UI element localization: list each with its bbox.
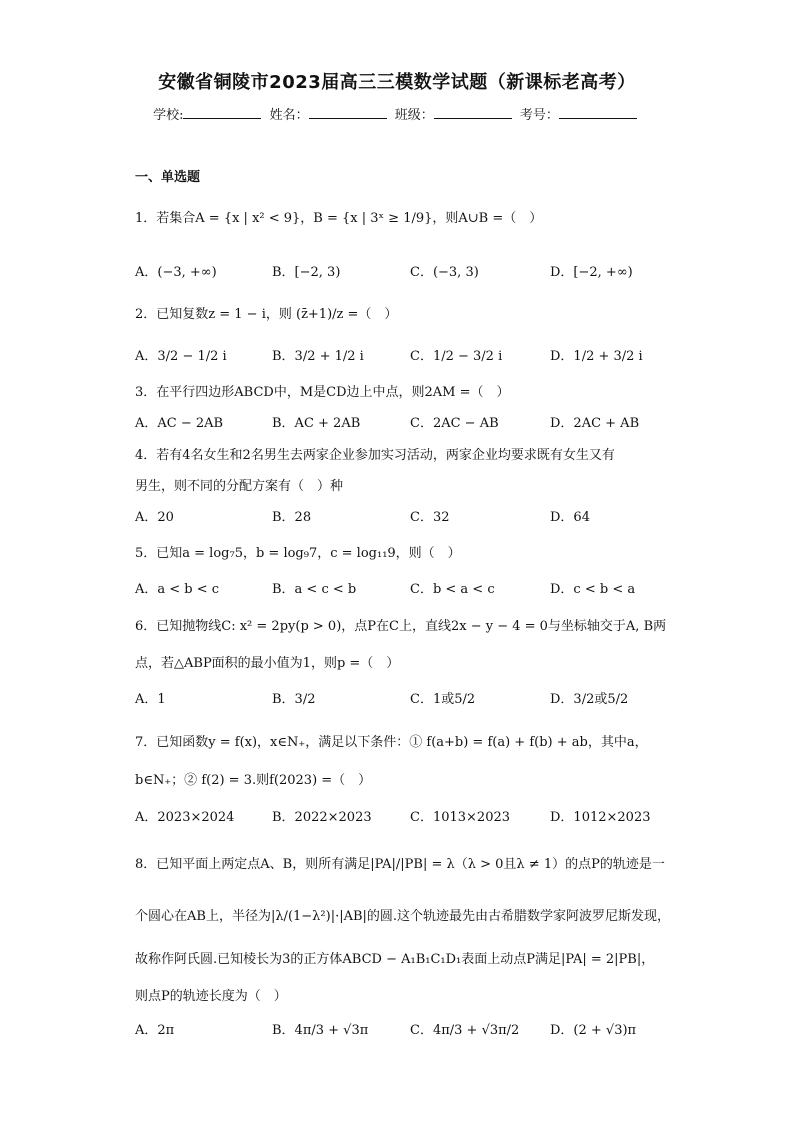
section-title: 一、单选题 (135, 170, 201, 185)
q1-option-a: A．(−3, +∞) (135, 265, 217, 280)
q5-option-b: B．a < c < b (272, 582, 357, 597)
q2-option-b: B．3/2 + 1/2 i (272, 349, 364, 364)
name-label: 姓名： (269, 108, 309, 123)
question-8-stem-line-3: 故称作阿氏圆.已知棱长为3的正方体ABCD − A₁B₁C₁D₁表面上动点P满足|PA| = 2|PB|， (135, 952, 655, 967)
school-label: 学校: (153, 108, 184, 123)
q5-option-d: D．c < b < a (550, 582, 636, 597)
q8-option-b: B．4π/3 + √3π (272, 1023, 369, 1038)
page-title: 安徽省铜陵市2023届高三三模数学试题（新课标老高考） (158, 72, 636, 93)
q1-option-b: B．[−2, 3) (272, 265, 341, 280)
question-1-stem: 1．若集合A = {x | x² < 9}，B = {x | 3ˣ ≥ 1/9}，则A∪B =（ ） (135, 211, 543, 226)
question-6-stem: 6．已知抛物线C: x² = 2py(p > 0)，点P在C上，直线2x − y − 4 = 0与坐标轴交于A, B两 (135, 619, 667, 634)
q3-option-b: B．AC + 2AB (272, 416, 361, 431)
exam-number-label: 考号： (519, 108, 559, 123)
student-info-line (0, 104, 794, 123)
question-4-stem-continued: 男生，则不同的分配方案有（ ）种 (135, 479, 344, 494)
q7-option-c: C．1013×2023 (410, 810, 511, 825)
q1-option-d: D．[−2, +∞) (550, 265, 633, 280)
exam-number-blank (559, 106, 637, 119)
q2-option-d: D．1/2 + 3/2 i (550, 349, 643, 364)
q6-option-c: C．1或5/2 (410, 692, 476, 707)
question-2-stem: 2．已知复数z = 1 − i，则 (z̄+1)/z =（ ） (135, 307, 398, 322)
question-7-stem: 7．已知函数y = f(x)，x∈N₊，满足以下条件：① f(a+b) = f(a) + f(b) + ab，其中a， (135, 735, 648, 750)
q1-option-c: C．(−3, 3) (410, 265, 479, 280)
q3-option-d: D．2AC + AB (550, 416, 640, 431)
question-8-stem-line-4: 则点P的轨迹长度为（ ） (135, 989, 287, 1004)
question-4-stem: 4．若有4名女生和2名男生去两家企业参加实习活动，两家企业均要求既有女生又有 (135, 448, 615, 463)
school-blank (183, 106, 261, 119)
q7-option-b: B．2022×2023 (272, 810, 372, 825)
class-label: 班级： (394, 108, 434, 123)
question-8-stem-line-2: 个圆心在AB上，半径为|λ/(1−λ²)|·|AB|的圆.这个轨迹最先由古希腊数学家阿波罗尼斯发现， (135, 909, 671, 924)
q4-option-c: C．32 (410, 510, 450, 525)
q4-option-b: B．28 (272, 510, 312, 525)
q7-option-d: D．1012×2023 (550, 810, 651, 825)
question-5-stem: 5．已知a = log₇5，b = log₉7，c = log₁₁9，则（ ） (135, 546, 461, 561)
q4-option-a: A．20 (135, 510, 174, 525)
question-8-stem: 8．已知平面上两定点A、B，则所有满足|PA|/|PB| = λ（λ > 0且λ ≠ 1）的点P的轨迹是一 (135, 857, 665, 872)
q5-option-c: C．b < a < c (410, 582, 495, 597)
name-blank (309, 106, 387, 119)
q5-option-a: A．a < b < c (135, 582, 220, 597)
q4-option-d: D．64 (550, 510, 590, 525)
question-7-stem-continued: b∈N₊；② f(2) = 3.则f(2023) =（ ） (135, 773, 372, 788)
class-blank (434, 106, 512, 119)
q6-option-a: A．1 (135, 692, 166, 707)
question-3-stem: 3．在平行四边形ABCD中，M是CD边上中点，则2AM =（ ） (135, 385, 510, 400)
q7-option-a: A．2023×2024 (135, 810, 235, 825)
question-6-stem-continued: 点，若△ABP面积的最小值为1，则p =（ ） (135, 656, 400, 671)
q8-option-d: D．(2 + √3)π (550, 1023, 637, 1038)
q2-option-c: C．1/2 − 3/2 i (410, 349, 503, 364)
q8-option-c: C．4π/3 + √3π/2 (410, 1023, 520, 1038)
q3-option-a: A．AC − 2AB (135, 416, 224, 431)
q2-option-a: A．3/2 − 1/2 i (135, 349, 227, 364)
q6-option-d: D．3/2或5/2 (550, 692, 629, 707)
q8-option-a: A．2π (135, 1023, 175, 1038)
q6-option-b: B．3/2 (272, 692, 316, 707)
q3-option-c: C．2AC − AB (410, 416, 499, 431)
